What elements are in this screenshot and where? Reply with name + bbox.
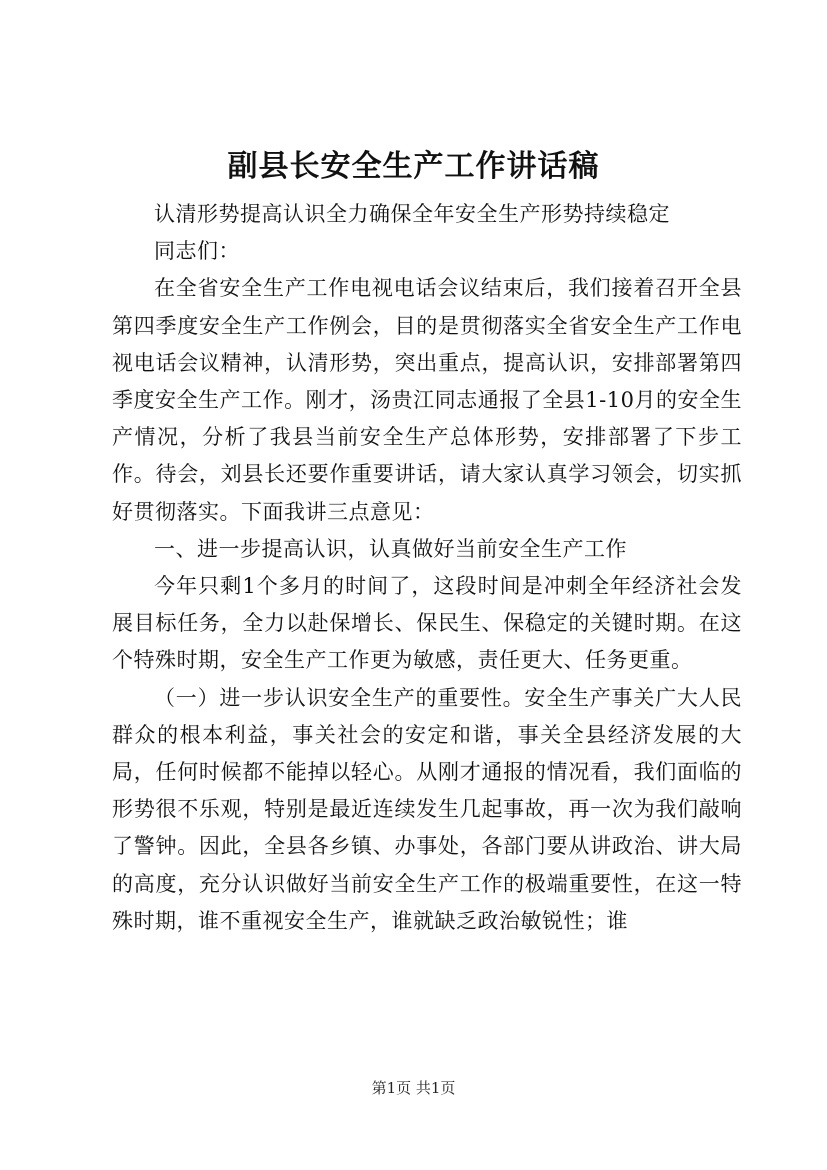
body-paragraph: 今年只剩1个多月的时间了，这段时间是冲刺全年经济社会发展目标任务，全力以赴保增长、保民生、保稳定的关键时期。在这个特殊时期，安全生产工作更为敏感，责任更大、任务更重。 — [112, 574, 742, 673]
body-paragraph: 在全省安全生产工作电视电话会议结束后，我们接着召开全县第四季度安全生产工作例会，目的是贯彻落实全省安全生产工作电视电话会议精神，认清形势，突出重点，提高认识，安排部署第四季度安全生产工作。刚才，汤贵江同志通报了全县1-10月的安全生产情况，分析了我县当前安全生产总体形势，安排部署了下步工作。待会，刘县长还要作重要讲话，请大家认真学习领会，切实抓好贯彻落实。下面我讲三点意见： — [112, 276, 742, 524]
subtitle-paragraph: 认清形势提高认识全力确保全年安全生产形势持续稳定 — [154, 202, 670, 226]
section-heading: 一、进一步提高认识，认真做好当前安全生产工作 — [154, 536, 627, 561]
page-footer: 第1页 共1页 — [371, 1079, 456, 1097]
document-body — [112, 196, 742, 940]
body-paragraph: （一）进一步认识安全生产的重要性。安全生产事关广大人民群众的根本利益，事关社会的安定和谐，事关全县经济发展的大局，任何时候都不能掉以轻心。从刚才通报的情况看，我们面临的形势很不乐观，特别是最近连续发生几起事故，再一次为我们敲响了警钟。因此，全县各乡镇、办事处，各部门要从讲政治、讲大局的高度，充分认识做好当前安全生产工作的极端重要性，在这一特殊时期，谁不重视安全生产，谁就缺乏政治敏锐性；谁 — [112, 685, 742, 933]
salutation-paragraph: 同志们： — [154, 239, 240, 264]
document-title: 副县长安全生产工作讲话稿 — [227, 149, 600, 184]
